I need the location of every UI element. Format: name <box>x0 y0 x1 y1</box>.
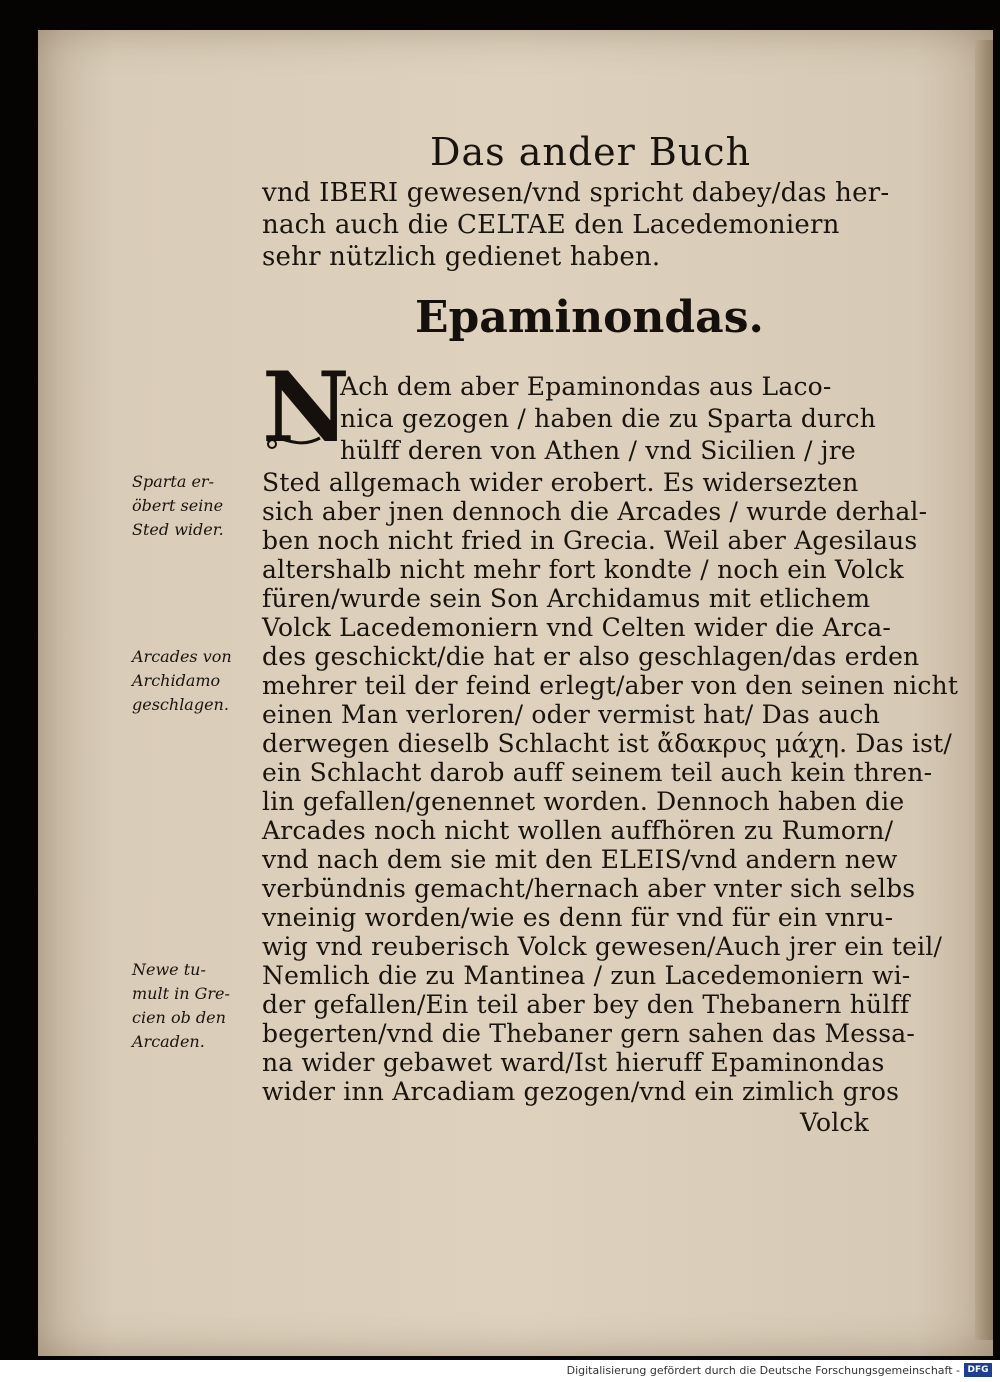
body-line: vnd nach dem sie mit den ELEIS/vnd andern new <box>262 845 898 874</box>
body-line: vneinig worden/wie es denn für vnd für ein vnru- <box>262 903 894 932</box>
body-line: Nemlich die zu Mantinea / zun Lacedemoniern wi- <box>262 961 911 990</box>
body-line: ben noch nicht fried in Grecia. Weil aber Agesilaus <box>262 526 918 555</box>
body-line: einen Man verloren/ oder vermist hat/ Das auch <box>262 700 881 729</box>
drop-cap-initial: N <box>262 351 350 464</box>
margin-note <box>132 958 262 1054</box>
margin-note-line: geschlagen. <box>132 695 229 714</box>
margin-note-line: Sted wider. <box>132 520 224 539</box>
margin-note-line: Sparta er- <box>132 472 214 491</box>
body-line: füren/wurde sein Son Archidamus mit etlichem <box>262 584 871 613</box>
margin-note-line: Newe tu- <box>132 960 206 979</box>
body-line: Ach dem aber Epaminondas aus Laco- <box>340 372 832 401</box>
body-line: ein Schlacht darob auff seinem teil auch kein thren- <box>262 758 933 787</box>
initial-flourish-icon <box>264 430 324 452</box>
body-line: wider inn Arcadiam gezogen/vnd ein zimlich gros <box>262 1077 900 1106</box>
footer-credit: Digitalisierung gefördert durch die Deutsche Forschungsgemeinschaft - <box>566 1364 960 1377</box>
body-line: Volck Lacedemoniern vnd Celten wider die Arca- <box>262 613 892 642</box>
margin-note-line: mult in Gre- <box>132 984 230 1003</box>
margin-note <box>132 645 262 717</box>
intro-line: vnd IBERI gewesen/vnd spricht dabey/das her- <box>262 178 890 208</box>
body-line: begerten/vnd die Thebaner gern sahen das Messa- <box>262 1019 916 1048</box>
catchword: Volck <box>800 1108 869 1137</box>
body-line: Sted allgemach wider erobert. Es widersezten <box>262 468 859 497</box>
margin-note-line: Archidamo <box>132 671 221 690</box>
running-title: Das ander Buch <box>430 130 752 174</box>
body-line: des geschickt/die hat er also geschlagen/das erden <box>262 642 920 671</box>
margin-note-line: öbert seine <box>132 496 224 515</box>
section-heading: Epaminondas. <box>415 292 764 343</box>
page-edge <box>975 40 993 1340</box>
intro-line: sehr nützlich gedienet haben. <box>262 242 661 272</box>
dfg-logo-icon: DFG <box>964 1363 992 1377</box>
body-line: derwegen dieselb Schlacht ist ἄδακρυς μάχη. Das ist/ <box>262 729 953 758</box>
body-line: der gefallen/Ein teil aber bey den Thebanern hülff <box>262 990 910 1019</box>
intro-line: nach auch die CELTAE den Lacedemoniern <box>262 210 840 240</box>
body-line: verbündnis gemacht/hernach aber vnter sich selbs <box>262 874 916 903</box>
body-line: na wider gebawet ward/Ist hieruff Epaminondas <box>262 1048 885 1077</box>
margin-note <box>132 470 262 542</box>
body-line: mehrer teil der feind erlegt/aber von den seinen nicht <box>262 671 959 700</box>
body-line: lin gefallen/genennet worden. Dennoch haben die <box>262 787 905 816</box>
body-line: altershalb nicht mehr fort kondte / noch ein Volck <box>262 555 904 584</box>
body-line: Arcades noch nicht wollen auffhören zu Rumorn/ <box>262 816 894 845</box>
body-line: nica gezogen / haben die zu Sparta durch <box>340 404 877 433</box>
margin-note-line: Arcades von <box>132 647 232 666</box>
body-line: wig vnd reuberisch Volck gewesen/Auch jrer ein teil/ <box>262 932 943 961</box>
margin-note-line: cien ob den <box>132 1008 226 1027</box>
body-line: hülff deren von Athen / vnd Sicilien / jre <box>340 436 856 465</box>
margin-note-line: Arcaden. <box>132 1032 205 1051</box>
body-line: sich aber jnen dennoch die Arcades / wurde derhal- <box>262 497 928 526</box>
